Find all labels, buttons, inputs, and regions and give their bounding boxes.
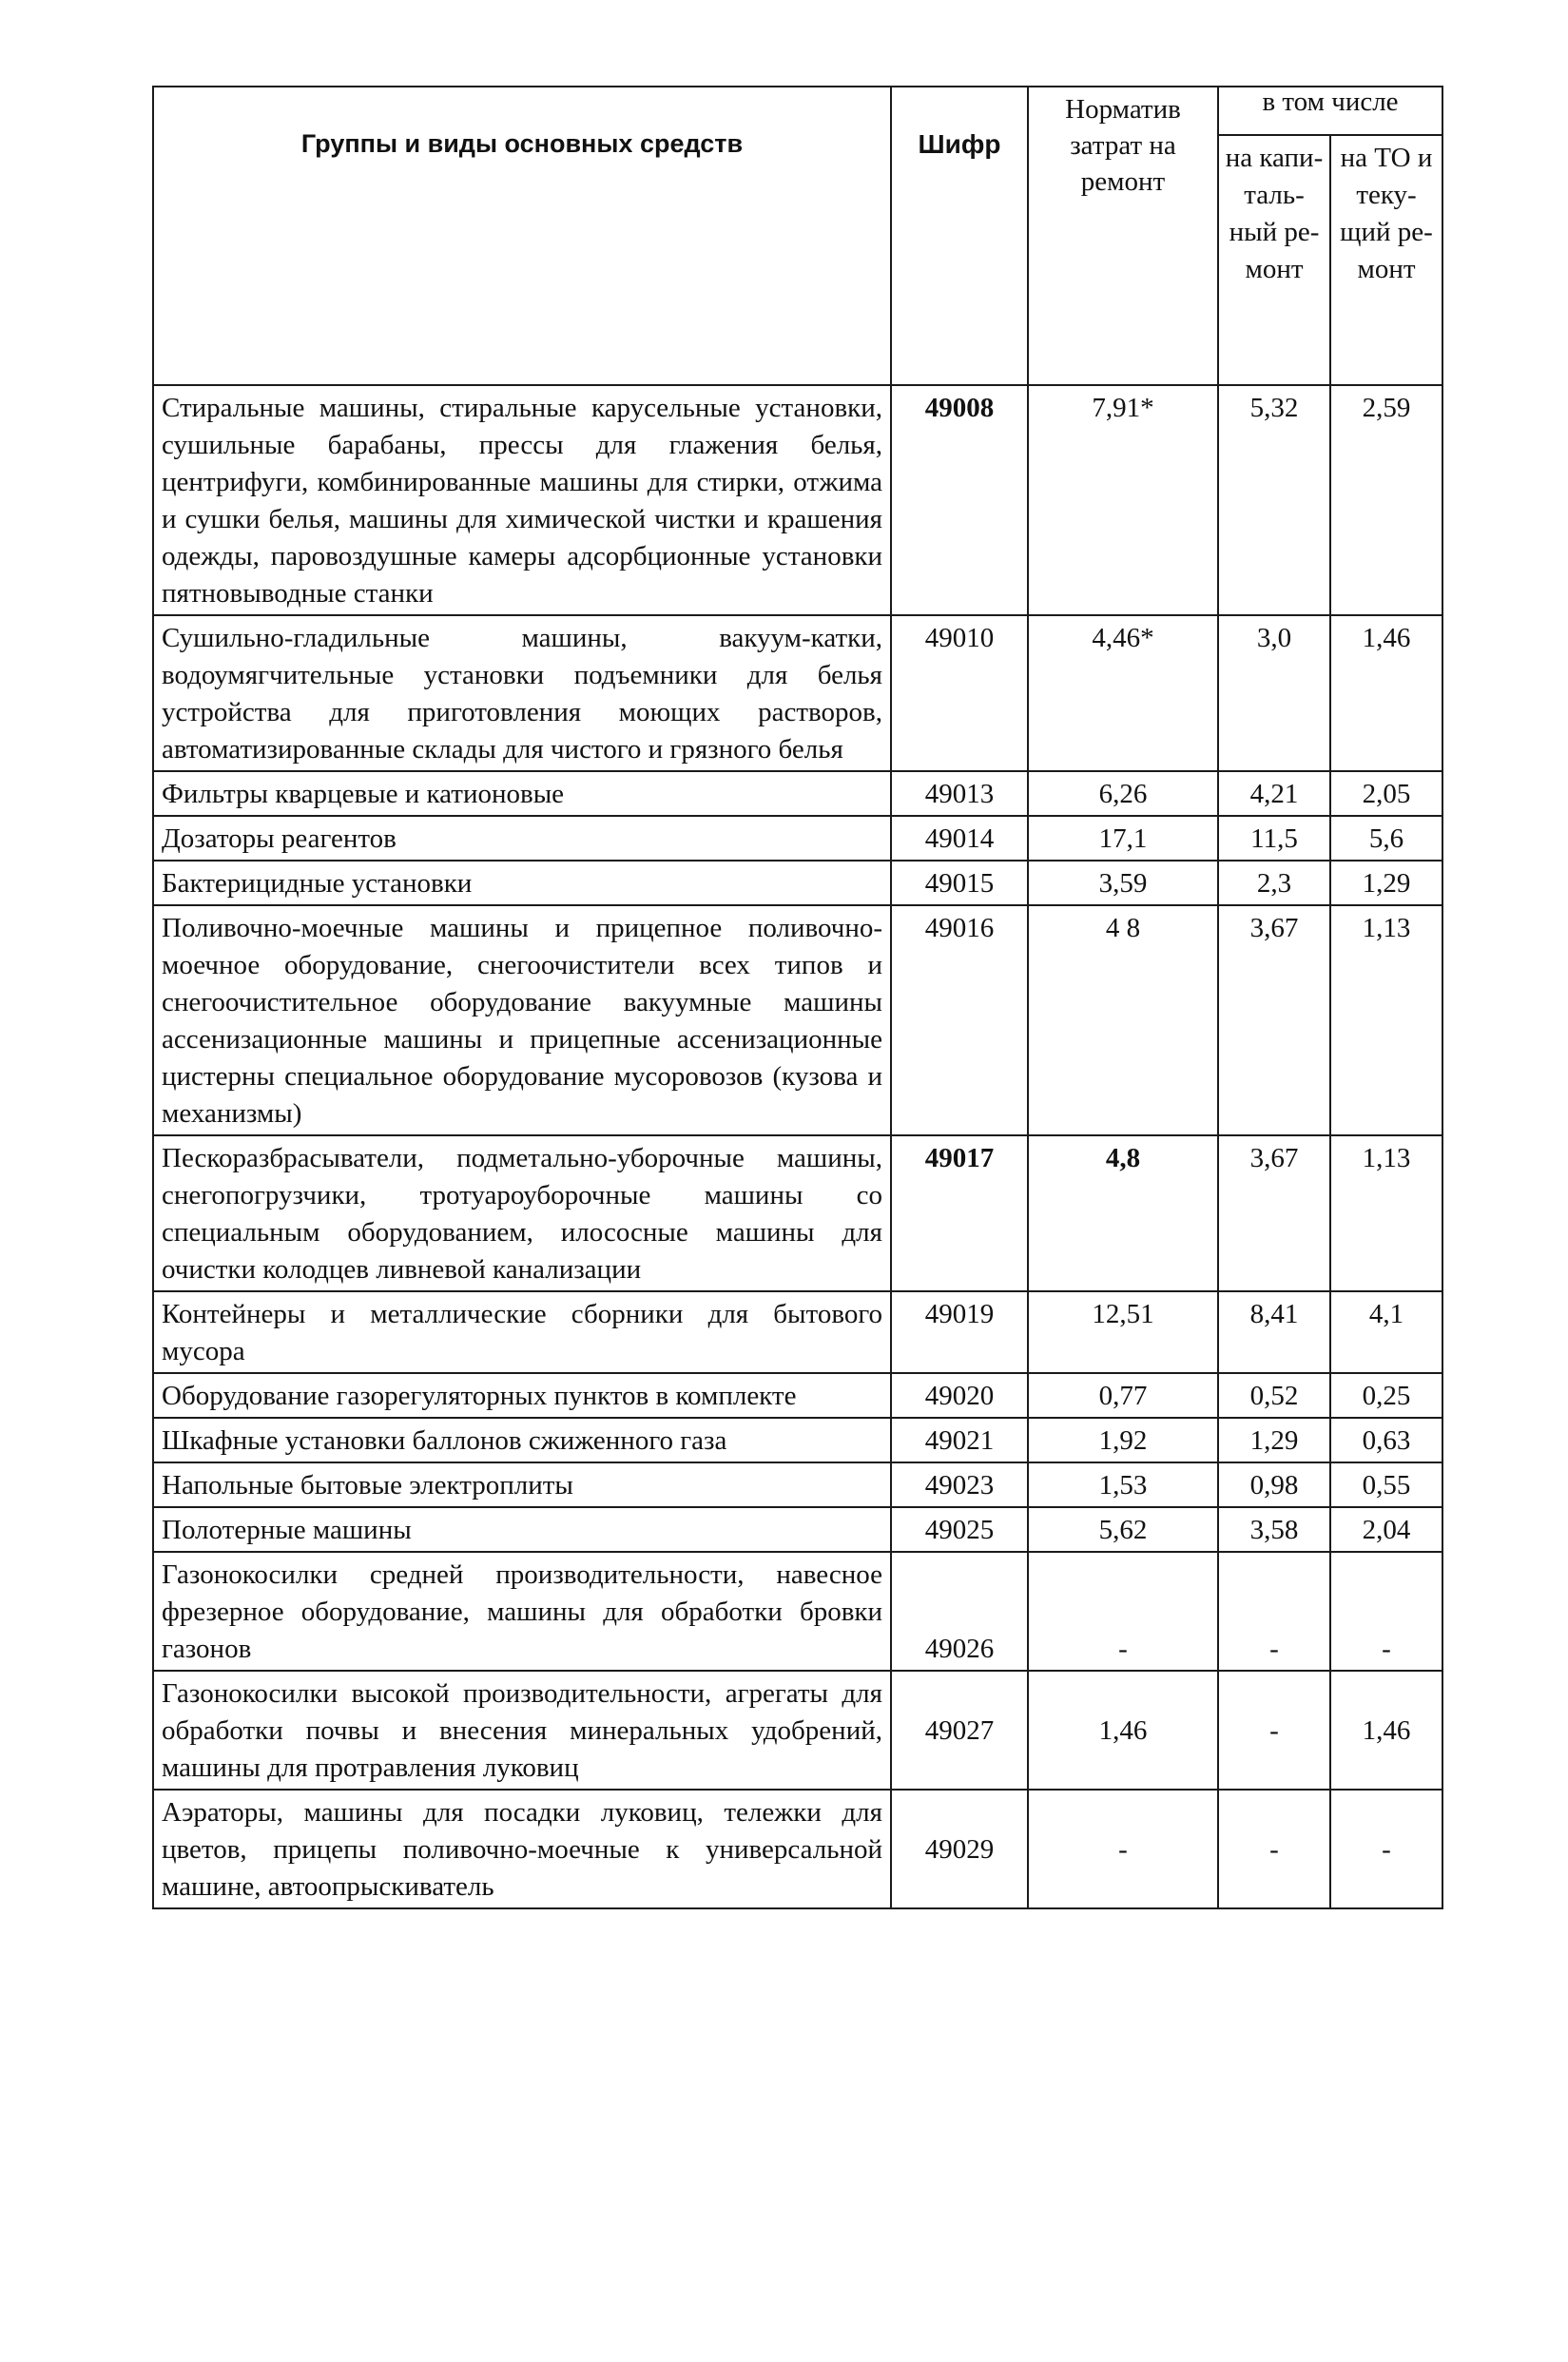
row-current: 2,59: [1330, 385, 1442, 615]
table-row: [153, 1552, 1442, 1671]
table-row: [153, 1790, 1442, 1908]
row-description: Аэраторы, машины для посадки луковиц, тележки для цветов, прицепы поливочно-моечные к универсальной машине, автоопрыскиватель: [153, 1790, 891, 1908]
row-norm: 5,62: [1028, 1507, 1218, 1552]
table-row: [153, 1291, 1442, 1373]
row-norm: 4,46*: [1028, 615, 1218, 771]
row-norm: -: [1028, 1790, 1218, 1908]
table-row: [153, 816, 1442, 861]
row-code: 49013: [891, 771, 1028, 816]
row-norm: 6,26: [1028, 771, 1218, 816]
row-code: 49025: [891, 1507, 1028, 1552]
table-row: [153, 1671, 1442, 1790]
row-norm: 12,51: [1028, 1291, 1218, 1373]
row-capital: 3,67: [1218, 905, 1330, 1135]
row-description: Бактерицидные установки: [153, 861, 891, 905]
row-norm: 4 8: [1028, 905, 1218, 1135]
row-capital: 0,98: [1218, 1462, 1330, 1507]
row-description: Газонокосилки средней производительности, навесное фрезерное оборудование, машины для обработки бровки газонов: [153, 1552, 891, 1671]
row-norm: 17,1: [1028, 816, 1218, 861]
table-row: [153, 905, 1442, 1135]
row-code: 49019: [891, 1291, 1028, 1373]
row-description: Поливочно-моечные машины и прицепное поливочно-моечное оборудование, снегоочистители всех типов и снегоочистительное оборудование вакуумные машины ассенизационные машины и прицепные ассенизационные цистерны специальное оборудование мусоровозов (кузова и механизмы): [153, 905, 891, 1135]
row-current: 0,63: [1330, 1418, 1442, 1462]
row-description: Дозаторы реагентов: [153, 816, 891, 861]
row-current: 5,6: [1330, 816, 1442, 861]
row-code: 49014: [891, 816, 1028, 861]
table-row: [153, 1418, 1442, 1462]
row-current: 4,1: [1330, 1291, 1442, 1373]
row-capital: 3,67: [1218, 1135, 1330, 1291]
row-norm: 7,91*: [1028, 385, 1218, 615]
row-current: -: [1330, 1552, 1442, 1671]
table-row: [153, 1373, 1442, 1418]
row-code: 49023: [891, 1462, 1028, 1507]
row-code: 49016: [891, 905, 1028, 1135]
row-current: 1,13: [1330, 1135, 1442, 1291]
row-current: 2,04: [1330, 1507, 1442, 1552]
table-row: [153, 385, 1442, 615]
header-row-1: [153, 87, 1442, 135]
row-code: 49010: [891, 615, 1028, 771]
row-current: 1,46: [1330, 615, 1442, 771]
row-description: Оборудование газорегуляторных пунктов в комплекте: [153, 1373, 891, 1418]
row-description: Контейнеры и металлические сборники для бытового мусора: [153, 1291, 891, 1373]
table-row: [153, 771, 1442, 816]
row-description: Полотерные машины: [153, 1507, 891, 1552]
row-capital: -: [1218, 1552, 1330, 1671]
row-norm: 1,92: [1028, 1418, 1218, 1462]
row-capital: -: [1218, 1790, 1330, 1908]
row-capital: 0,52: [1218, 1373, 1330, 1418]
row-current: 0,55: [1330, 1462, 1442, 1507]
row-capital: 8,41: [1218, 1291, 1330, 1373]
row-code: 49015: [891, 861, 1028, 905]
row-code: 49020: [891, 1373, 1028, 1418]
row-capital: 3,0: [1218, 615, 1330, 771]
row-current: 0,25: [1330, 1373, 1442, 1418]
row-description: Газонокосилки высокой производительности, агрегаты для обработки почвы и внесения минеральных удобрений, машины для протравления луковиц: [153, 1671, 891, 1790]
row-capital: -: [1218, 1671, 1330, 1790]
row-current: 2,05: [1330, 771, 1442, 816]
table-row: [153, 1462, 1442, 1507]
row-code: 49021: [891, 1418, 1028, 1462]
row-description: Фильтры кварцевые и катионовые: [153, 771, 891, 816]
row-norm: 1,46: [1028, 1671, 1218, 1790]
header-current: на ТО и теку-щий ре-монт: [1330, 135, 1442, 385]
header-code: Шифр: [891, 87, 1028, 385]
row-capital: 11,5: [1218, 816, 1330, 861]
row-current: 1,29: [1330, 861, 1442, 905]
header-including: в том числе: [1218, 87, 1442, 135]
row-norm: 4,8: [1028, 1135, 1218, 1291]
row-code: 49017: [891, 1135, 1028, 1291]
row-norm: 1,53: [1028, 1462, 1218, 1507]
row-description: Напольные бытовые электроплиты: [153, 1462, 891, 1507]
table-row: [153, 861, 1442, 905]
row-current: 1,13: [1330, 905, 1442, 1135]
table-row: [153, 1507, 1442, 1552]
header-norm: Норматив затрат на ремонт: [1028, 87, 1218, 385]
table-row: [153, 615, 1442, 771]
row-capital: 5,32: [1218, 385, 1330, 615]
row-current: -: [1330, 1790, 1442, 1908]
header-group: Группы и виды основных средств: [153, 87, 891, 385]
row-capital: 3,58: [1218, 1507, 1330, 1552]
row-code: 49008: [891, 385, 1028, 615]
row-norm: -: [1028, 1552, 1218, 1671]
row-description: Сушильно-гладильные машины, вакуум-катки, водоумягчительные установки подъемники для белья устройства для приготовления моющих растворов, автоматизированные склады для чистого и грязного белья: [153, 615, 891, 771]
row-code: 49027: [891, 1671, 1028, 1790]
row-code: 49029: [891, 1790, 1028, 1908]
row-current: 1,46: [1330, 1671, 1442, 1790]
row-description: Стиральные машины, стиральные карусельные установки, сушильные барабаны, прессы для глажения белья, центрифуги, комбинированные машины для стирки, отжима и сушки белья, машины для химической чистки и крашения одежды, паровоздушные камеры адсорбционные установки пятновыводные станки: [153, 385, 891, 615]
table-row: [153, 1135, 1442, 1291]
row-norm: 3,59: [1028, 861, 1218, 905]
row-norm: 0,77: [1028, 1373, 1218, 1418]
row-description: Пескоразбрасыватели, подметально-уборочные машины, снегопогрузчики, тротуароуборочные машины со специальным оборудованием, илососные машины для очистки колодцев ливневой канализации: [153, 1135, 891, 1291]
row-capital: 2,3: [1218, 861, 1330, 905]
row-capital: 4,21: [1218, 771, 1330, 816]
row-capital: 1,29: [1218, 1418, 1330, 1462]
header-capital: на капи-таль-ный ре-монт: [1218, 135, 1330, 385]
repair-norms-table: [152, 86, 1443, 1909]
row-code: 49026: [891, 1552, 1028, 1671]
row-description: Шкафные установки баллонов сжиженного газа: [153, 1418, 891, 1462]
